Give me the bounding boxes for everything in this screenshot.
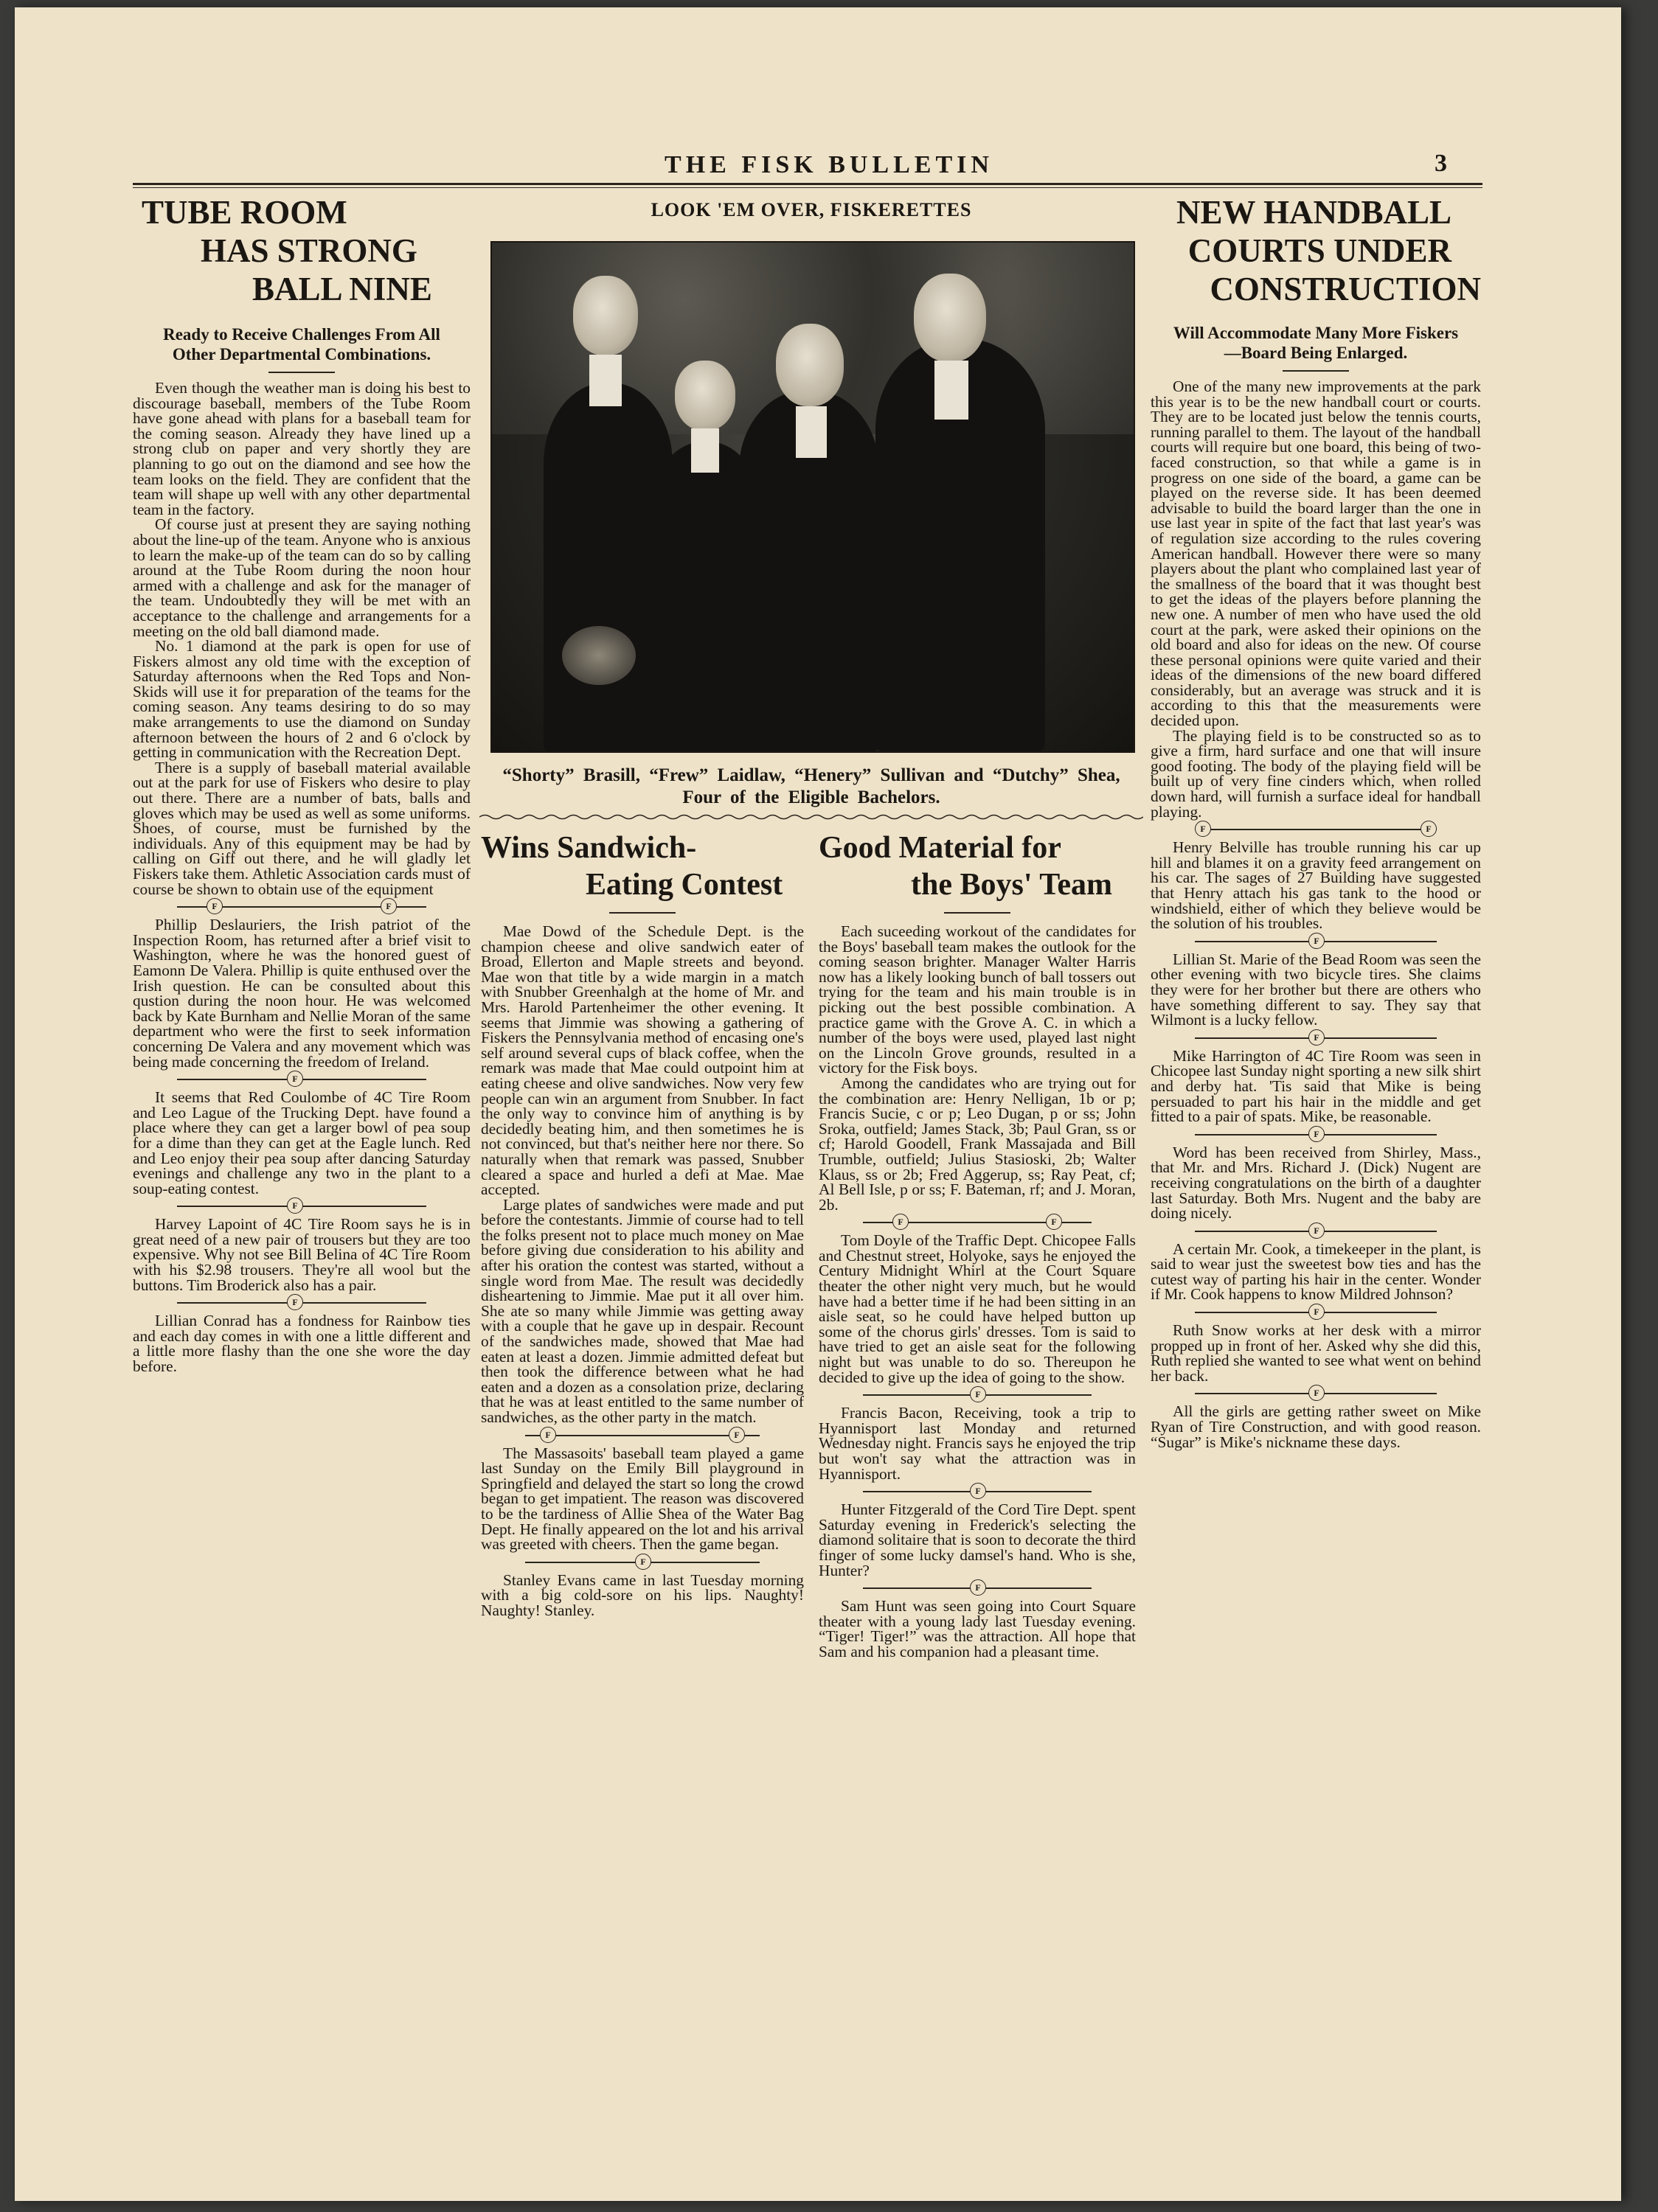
article-paragraph: There is a supply of baseball material available out at the park for use of Fiskers who desire to play out there. There are a number of bats, balls and gloves which may be used as well as some uniforms. Shoes, of course, must be furnished by the individuals. Any of this equipment may be had by calling on Giff out there, and he will gladly let Fiskers take them. Athletic Association cards must of course be shown to obtain use of the equipment bbox=[133, 758, 471, 898]
separator-mark: F bbox=[287, 1294, 303, 1310]
column-3 bbox=[819, 830, 1136, 2101]
headline-line: the Boys' Team bbox=[911, 868, 1113, 902]
item-separator bbox=[1151, 1221, 1481, 1242]
news-item: Henry Belville has trouble running his car up hill and blames it on a gravity feed arrangement on his car. The sages of 27 Building have suggested that Henry attach his gas tank to the hood or windshield, either of which they believe would be the solution of his troubles. bbox=[1151, 838, 1481, 933]
headline-line: Good Material for bbox=[819, 831, 1061, 865]
item-separator bbox=[1151, 819, 1481, 840]
separator-mark: F bbox=[970, 1579, 986, 1596]
divider bbox=[268, 372, 335, 373]
item-separator bbox=[819, 1481, 1136, 1502]
separator-mark: F bbox=[1308, 1029, 1325, 1046]
item-separator bbox=[133, 897, 471, 917]
separator-mark: F bbox=[287, 1071, 303, 1087]
article-paragraph: No. 1 diamond at the park is open for use of Fiskers almost any old time with the exception of Saturday afternoons when the Red Tops and Non-Skids will use it for preparation of the teams for the coming season. Any teams desiring to do so may make arrangements to use the diamond on Sunday afternoon between the hours of 2 and 6 o'clock by getting in communication with the Recreation Dept. bbox=[133, 637, 471, 762]
separator-mark: F bbox=[1195, 821, 1211, 837]
headline-line: HAS STRONG bbox=[201, 232, 417, 269]
news-item: Lillian St. Marie of the Bead Room was seen the other evening with two bicycle tires. She claims they were for her brother but there are others who have something different to say. They say that Wilmont is a lucky fellow. bbox=[1151, 950, 1481, 1029]
headline-handball-courts bbox=[1151, 193, 1481, 308]
photo-title: LOOK 'EM OVER, FISKERETTES bbox=[651, 199, 972, 220]
article-paragraph: Each suceeding workout of the candidates for the Boys' baseball team makes the outlook for the coming season brighter. Manager Walter Harris now has a likely looking bunch of ball tossers out trying for the team and his main trouble is in picking out the best possible combination. A practice game with the Grove A. C. in which a number of the boys were used, played last night on the Lincoln Grove grounds, resulted in a victory for the Fisk boys. bbox=[819, 922, 1136, 1077]
news-item: Hunter Fitzgerald of the Cord Tire Dept. spent Saturday evening in Frederick's selecting the diamond solitaire that is soon to decorate the third finger of some lucky damsel's hand. Who is she, Hunter? bbox=[819, 1500, 1136, 1579]
separator-mark: F bbox=[381, 898, 397, 914]
wavy-rule bbox=[479, 813, 1143, 821]
masthead-title: THE FISK BULLETIN bbox=[665, 151, 993, 178]
item-separator bbox=[133, 1293, 471, 1313]
photo-caption: “Shorty” Brasill, “Frew” Laidlaw, “Henery” Sullivan and “Dutchy” Shea, Four of the Eligible Bachelors. bbox=[502, 765, 1120, 807]
item-separator bbox=[1151, 1302, 1481, 1323]
item-separator bbox=[481, 1425, 804, 1446]
masthead-rule bbox=[133, 183, 1482, 185]
news-item: Harvey Lapoint of 4C Tire Room says he is in great need of a new pair of trousers but they are too expensive. Why not see Bill Belina of 4C Tire Room with his $2.98 trousers. They're all wool but the buttons. Tim Broderick also has a pair. bbox=[133, 1215, 471, 1294]
shirt-collar bbox=[934, 361, 968, 420]
separator-mark: F bbox=[729, 1427, 745, 1443]
separator-mark: F bbox=[1046, 1214, 1062, 1230]
person-face bbox=[914, 274, 986, 362]
article-paragraph: Among the candidates who are trying out for the combination are: Henry Nelligan, 1b or p; Francis Sucie, c or p; Leo Dugan, p or ss; John Sroka, outfield; James Stack, 3b; Paul Gran, ss or cf; Harold Goodell, Frank Massajada and Bill Trumble, outfield; Julius Stasioski, 2b; Walter Klaus, ss or 2b; Fred Aggerup, ss; Ray Peat, cf; Al Bell Isle, p or ss; F. Bateman, rf; and J. Moran, 2b. bbox=[819, 1074, 1136, 1214]
news-item: It seems that Red Coulombe of 4C Tire Room and Leo Lague of the Trucking Dept. have found a place where they can get a larger bowl of pea soup for a dime than they can get at the Eagle lunch. Red and Leo enjoy their pea soup after dancing Saturday evenings and challenge any two in the plant to a soup-eating contest. bbox=[133, 1088, 471, 1197]
shirt-collar bbox=[589, 355, 622, 406]
photograph-four-men bbox=[490, 241, 1135, 753]
straw-hat bbox=[562, 626, 636, 685]
item-separator bbox=[1151, 1028, 1481, 1048]
headline-line: Wins Sandwich- bbox=[481, 831, 697, 865]
article-paragraph: Mae Dowd of the Schedule Dept. is the champion cheese and olive sandwich eater of Broad, Ellerton and Maple streets and beyond. Mae won that title by a wide margin in a match with Snubber Greenhalgh at the home of Mr. and Mrs. Harold Partenheimer the other evening. It seems that Jimmie was showing a gathering of Fiskers the Pennsylvania method of encasing one's self around several cups of black coffee, when the remark was made that Mae could outpoint him at eating cheese and olive sandwiches. Now very few people can win an argument from Snubber. In fact the only way to convince him of anything is by decidedly beating him, and then sometimes he is not convinced, but that's neither here nor there. So naturally when that remark was passed, Snubber cleared a space and hurled a defi at Mae. Mae accepted. bbox=[481, 922, 804, 1199]
separator-mark: F bbox=[1308, 1304, 1325, 1320]
news-item: Word has been received from Shirley, Mass., that Mr. and Mrs. Richard J. (Dick) Nugent are receiving congratulations on the birth of a daughter last Saturday. Both Mrs. Nugent and the baby are doing nicely. bbox=[1151, 1143, 1481, 1222]
divider bbox=[944, 912, 1010, 914]
item-separator bbox=[1151, 1124, 1481, 1145]
item-separator bbox=[819, 1212, 1136, 1233]
article-paragraph: The playing field is to be constructed so as to give a firm, hard surface and one that will insure good footing. The body of the playing field will be built up of very fine cinders which, when rolled down hard, will furnish a surface ideal for handball playing. bbox=[1151, 726, 1481, 821]
headline-line: COURTS UNDER bbox=[1187, 232, 1451, 269]
item-separator bbox=[133, 1196, 471, 1217]
person-face bbox=[675, 361, 735, 431]
subhead-tube-room: Ready to Receive Challenges From All Other Departmental Combinations. bbox=[163, 325, 440, 364]
headline-line: CONSTRUCTION bbox=[1210, 271, 1481, 307]
separator-mark: F bbox=[540, 1427, 556, 1443]
headline-line: TUBE ROOM bbox=[142, 194, 347, 231]
person-face bbox=[573, 276, 638, 355]
separator-mark: F bbox=[1308, 1126, 1325, 1142]
separator-mark: F bbox=[970, 1483, 986, 1499]
item-separator bbox=[481, 1552, 804, 1573]
article-paragraph: One of the many new improvements at the park this year is to be the new handball court or courts. They are to be located just below the tennis courts, running parallel to them. The layout of the handball courts will require but one board, this being of two-faced construction, so that while a game is in progress on one side of the board, a game can be played on the reverse side. It has been deemed advisable to build the board larger than the one in use last year in spite of the fact that last year's was of regulation size according to the rules covering American handball. However there were so many players about the plant who complained last year of the smallness of the board that it was thought best to get the ideas of the players before planning the new one. A number of men who have used the old court at the park, were asked their opinions on the old board and also for ideas on the new. Of course these personal opinions were quite varied and their ideas of the dimensions of the new board differed considerably, but an average was struck and it is according to this that the measurements were decided upon. bbox=[1151, 378, 1481, 730]
news-item: All the girls are getting rather sweet on Mike Ryan of Tire Construction, and with good reason. “Sugar” is Mike's nickname these days. bbox=[1151, 1402, 1481, 1451]
headline-good-material bbox=[819, 830, 1136, 903]
column-2 bbox=[481, 830, 804, 2101]
item-separator bbox=[1151, 1383, 1481, 1404]
separator-mark: F bbox=[892, 1214, 909, 1230]
item-separator bbox=[1151, 931, 1481, 952]
news-item: Ruth Snow works at her desk with a mirror propped up in front of her. Asked why she did this, Ruth replied she wanted to see what went on behind her back. bbox=[1151, 1321, 1481, 1385]
item-separator bbox=[819, 1578, 1136, 1599]
news-item: Stanley Evans came in last Tuesday morning with a big cold-sore on his lips. Naughty! Naughty! Stanley. bbox=[481, 1571, 804, 1619]
masthead-rule-thin bbox=[133, 187, 1482, 188]
news-item: A certain Mr. Cook, a timekeeper in the plant, is said to wear just the sweetest bow ties and has the cutest way of parting his hair in the center. Wonder if Mr. Cook happens to know Mildred Johnson? bbox=[1151, 1239, 1481, 1304]
news-item: Phillip Deslauriers, the Irish patriot of the Inspection Room, has returned after a brief visit to Washington, where he was the honored guest of Eamonn De Valera. Phillip is quite enthused over the Irish question. He can be consulted about this qustion during the noon hour. He was welcomed back by Kate Burnham and Nellie Moran of the same department who were the first to seek information concerning De Valera and any movement which was being made concerning the freedom of Ireland. bbox=[133, 916, 471, 1071]
page-number: 3 bbox=[1435, 150, 1447, 177]
headline-line: Eating Contest bbox=[586, 868, 783, 902]
item-separator bbox=[819, 1385, 1136, 1405]
headline-line: BALL NINE bbox=[252, 271, 432, 307]
divider bbox=[1283, 370, 1349, 372]
separator-mark: F bbox=[1421, 821, 1437, 837]
item-separator bbox=[133, 1069, 471, 1090]
headline-sandwich-contest bbox=[481, 830, 804, 903]
shirt-collar bbox=[796, 406, 827, 458]
separator-mark: F bbox=[207, 898, 223, 914]
separator-mark: F bbox=[970, 1386, 986, 1402]
headline-line: NEW HANDBALL bbox=[1176, 194, 1451, 231]
column-4 bbox=[1151, 193, 1481, 2103]
separator-mark: F bbox=[635, 1554, 651, 1570]
separator-mark: F bbox=[1308, 1385, 1325, 1401]
article-paragraph: Even though the weather man is doing his best to discourage baseball, members of the Tube Room have gone ahead with plans for a baseball team for the coming season. Already they have lined up a strong club on paper and very shortly they are planning to go out on the diamond and see how the team looks on the field. They are confident that the team will shape up well with any other departmental team in the factory. bbox=[133, 379, 471, 518]
article-paragraph: Of course just at present they are saying nothing about the line-up of the team. Anyone who is anxious to learn the make-up of the team can do so by calling around at the Tube Room during the noon hour armed with a challenge and ask for the manager of the team. Undoubtedly they will be met with an acceptance to the challenge and arrangements for a meeting on the old ball diamond made. bbox=[133, 515, 471, 640]
separator-mark: F bbox=[287, 1197, 303, 1214]
news-item: Francis Bacon, Receiving, took a trip to Hyannisport last Monday and returned Wednesday night. Francis says he enjoyed the trip but won't say what the attraction was in Hyannisport. bbox=[819, 1404, 1136, 1483]
headline-tube-room bbox=[142, 193, 471, 308]
subhead-handball: Will Accommodate Many More Fiskers—Board Being Enlarged. bbox=[1173, 324, 1459, 362]
news-item: Lillian Conrad has a fondness for Rainbow ties and each day comes in with one a little different and a little more flashy than the one she wore the day before. bbox=[133, 1312, 471, 1376]
news-item: Mike Harrington of 4C Tire Room was seen in Chicopee last Sunday night sporting a new silk shirt and derby hat. 'Tis said that Mike is being persuaded to part his hair in the middle and get fitted to a pair of spats. Mike, be reasonable. bbox=[1151, 1046, 1481, 1126]
column-1 bbox=[133, 193, 471, 2103]
news-item: Sam Hunt was seen going into Court Square theater with a young lady last Tuesday evening. “Tiger! Tiger!” was the attraction. All hope that Sam and his companion had a pleasant time. bbox=[819, 1597, 1136, 1660]
divider bbox=[609, 912, 676, 914]
article-paragraph: Large plates of sandwiches were made and put before the contestants. Jimmie of course had to tell the folks present not to place much money on Mae before giving due consideration to his ability and after his oration the contest was started, without a single word from Mae. The result was decidedly disheartening to Jimmie. Mae put it all over him. She ate so many while Jimmie was getting away with a couple that he gave up in despair. Recount of the sandwiches made, showed that Mae had eaten at least a dozen. Jimmie admitted defeat but then took the difference between what he had eaten and a dozen as a consolation prize, declaring that he was at least entitled to the same number of sandwiches, as the other party in the match. bbox=[481, 1195, 804, 1426]
separator-mark: F bbox=[1308, 933, 1325, 949]
separator-mark: F bbox=[1308, 1222, 1325, 1239]
news-item: The Massasoits' baseball team played a game last Sunday on the Emily Bill playground in Springfield and delayed the start so long the crowd began to get impatient. The reason was discovered to be the tardiness of Allie Shea of the Water Bag Dept. He finally appeared on the lot and his arrival was greeted with cheers. Then the game began. bbox=[481, 1444, 804, 1554]
shirt-collar bbox=[691, 428, 719, 473]
person-face bbox=[776, 324, 844, 406]
news-item: Tom Doyle of the Traffic Dept. Chicopee Falls and Chestnut street, Holyoke, says he enjoyed the Century Midnight Whirl at the Court Square theater the other night very much, but he would have had a better time if he had been sitting in an aisle seat, so he could have helped button up some of the chorus girls' dresses. Tom is said to have tried to get an aisle seat for the following night but was unable to do so. Thereupon he decided to give up the idea of going to the show. bbox=[819, 1231, 1136, 1386]
